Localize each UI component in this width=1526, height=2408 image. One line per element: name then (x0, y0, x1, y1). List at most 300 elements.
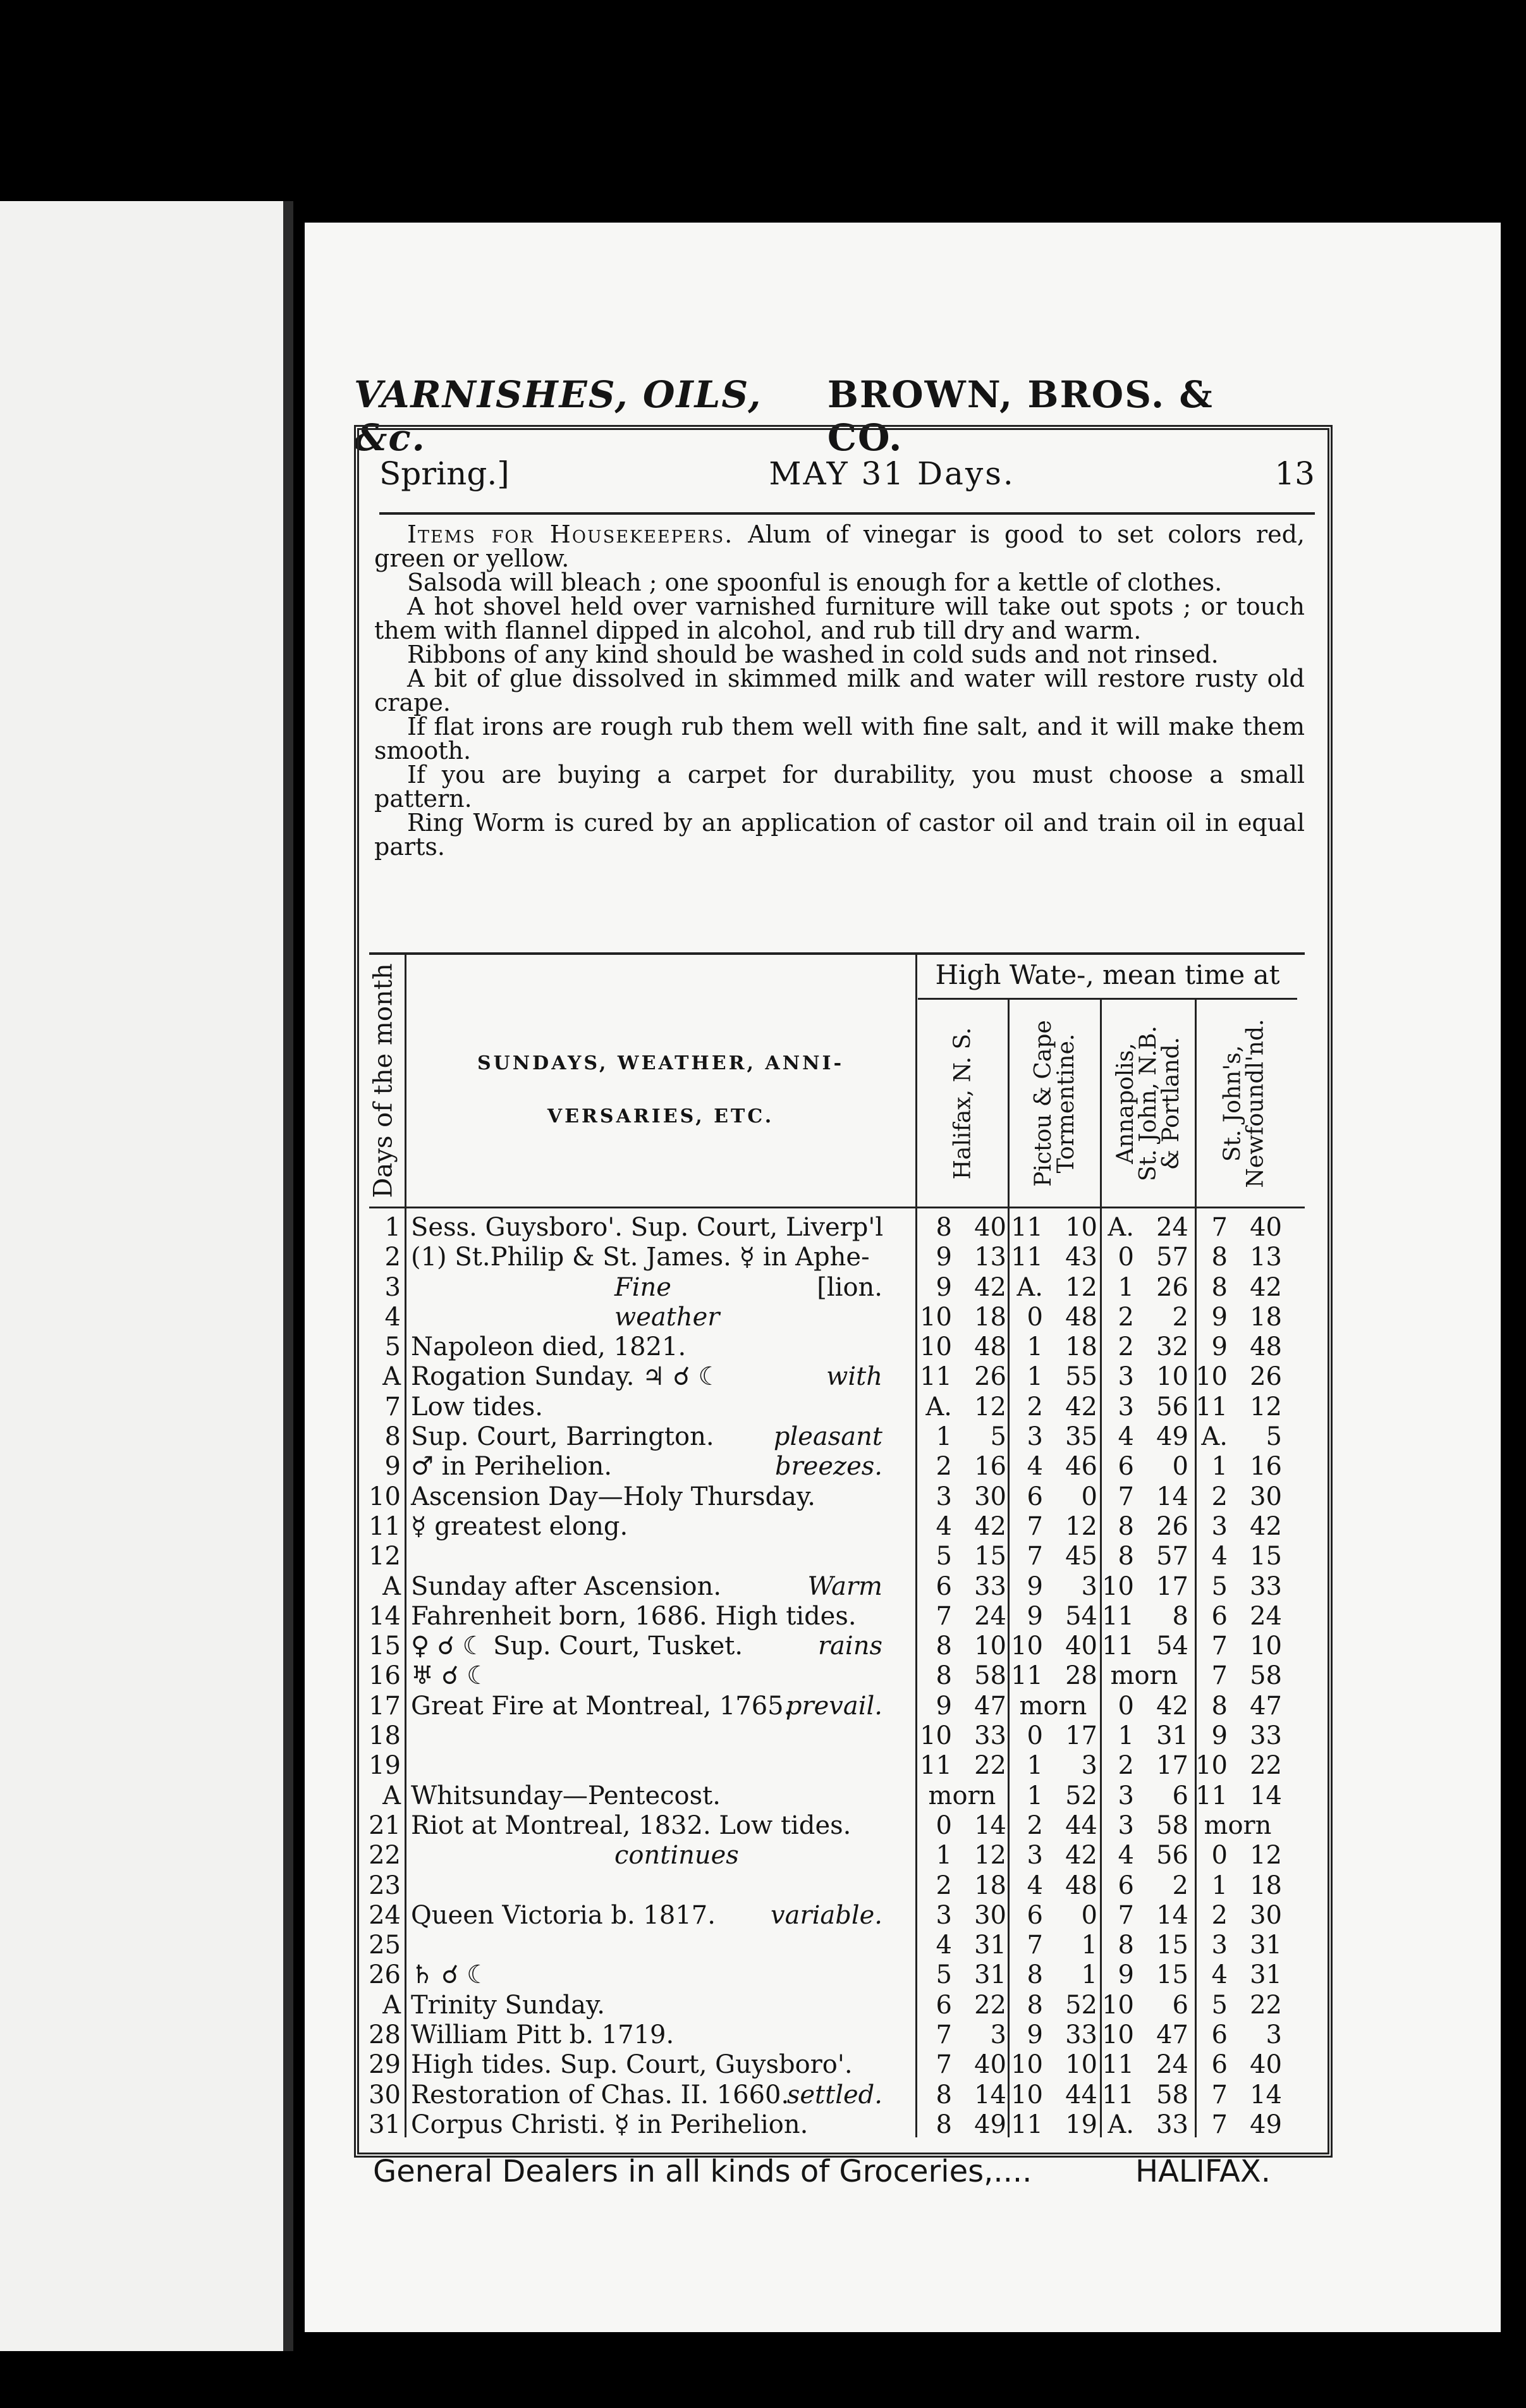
page-number: 13 (1274, 455, 1315, 492)
port-name-line: Newfoundl'nd. (1243, 1019, 1269, 1188)
port-name-line: & Portland. (1158, 1036, 1185, 1170)
high-water-time (1100, 1991, 1188, 2020)
high-water-time (918, 1901, 1006, 1931)
tip-item: If you are buying a carpet for durability, you must choose a small pattern. (374, 761, 1305, 813)
minute: 26 (1250, 1362, 1282, 1392)
hour: 7 (1118, 1482, 1134, 1511)
hour: 10 (920, 1302, 952, 1332)
hour: 3 (1118, 1392, 1134, 1422)
hour: 3 (1118, 1362, 1134, 1392)
hour: 8 (936, 1213, 952, 1242)
high-water-time: morn (928, 1781, 996, 1810)
high-water-time (1009, 1781, 1097, 1811)
hour: 7 (1027, 1542, 1043, 1571)
hour: 11 (1195, 1392, 1228, 1422)
hour: 1 (936, 1422, 952, 1452)
minute: 12 (1250, 1392, 1282, 1422)
minute: 10 (1250, 1631, 1282, 1661)
high-water-time (1009, 1572, 1097, 1602)
table-row (362, 1781, 1297, 1811)
high-water-time (1009, 1273, 1097, 1303)
hour: 4 (1118, 1422, 1134, 1452)
day-cell: 12 (369, 1542, 401, 1571)
minute: 15 (974, 1542, 1006, 1571)
high-water-time: morn (1204, 1810, 1272, 1840)
minute: 3 (1081, 1571, 1097, 1601)
day-cell: 8 (384, 1422, 401, 1452)
minute: 52 (1065, 1990, 1097, 2020)
high-water-time: morn (1110, 1661, 1178, 1691)
high-water-time (1193, 2080, 1282, 2110)
high-water-time (918, 1213, 1006, 1243)
hour: 1 (1118, 1272, 1134, 1302)
minute: 48 (974, 1332, 1006, 1362)
high-water-time (1193, 2110, 1282, 2140)
minute: 30 (1250, 1482, 1282, 1511)
hour: 3 (1211, 1511, 1228, 1541)
hour: 5 (936, 1960, 952, 1990)
facing-page (0, 201, 283, 2351)
minute: 58 (1156, 1810, 1188, 1840)
minute: 22 (974, 1751, 1006, 1781)
table-row (362, 2050, 1297, 2080)
hour: 2 (1211, 1482, 1228, 1511)
hour: 11 (1011, 2110, 1043, 2139)
high-water-time (1193, 1631, 1282, 1661)
hour: 3 (1118, 1810, 1134, 1840)
hour: 11 (1011, 1213, 1043, 1242)
day-cell: 17 (369, 1691, 401, 1721)
minute: 33 (1065, 2020, 1097, 2050)
minute: 12 (1065, 1272, 1097, 1302)
port-name-line: St. John, N.B. (1135, 1026, 1162, 1181)
high-water-time (1193, 1692, 1282, 1721)
minute: 57 (1156, 1542, 1188, 1571)
high-water-time (1100, 1692, 1188, 1721)
hour: 0 (1118, 1243, 1134, 1272)
hour: 1 (936, 1841, 952, 1870)
minute: 40 (1250, 1213, 1282, 1242)
table-row (362, 1631, 1297, 1661)
hour: A. (1108, 1213, 1134, 1242)
high-water-time (918, 1960, 1006, 1990)
high-water-time (918, 1751, 1006, 1781)
minute: 14 (1156, 1900, 1188, 1930)
hour: 4 (1211, 1542, 1228, 1571)
minute: 47 (1156, 2020, 1188, 2050)
hour: 2 (1027, 1392, 1043, 1422)
minute: 47 (1250, 1691, 1282, 1721)
month-title: MAY 31 Days. (769, 455, 1015, 492)
footer-advertisement (373, 2154, 1271, 2189)
event-cell: Trinity Sunday. (411, 1990, 605, 2020)
hour: 11 (1102, 2050, 1134, 2080)
hour: 0 (1118, 1691, 1134, 1721)
weather-note: weather (614, 1302, 720, 1332)
high-water-time (1193, 1332, 1282, 1362)
port-header (1102, 1003, 1195, 1204)
minute: 42 (974, 1272, 1006, 1302)
table-row (362, 1303, 1297, 1332)
high-water-time (1009, 1243, 1097, 1272)
high-water-time (1193, 1960, 1282, 1990)
hour: 8 (936, 1631, 952, 1661)
port-header (1010, 1003, 1100, 1204)
minute: 1 (1081, 1960, 1097, 1990)
day-cell: 28 (369, 2020, 401, 2050)
hour: 6 (936, 1990, 952, 2020)
high-water-time (1193, 1931, 1282, 1960)
minute: 10 (1065, 2050, 1097, 2080)
day-cell: 18 (369, 1721, 401, 1751)
high-water-time (918, 1991, 1006, 2020)
table-row (362, 1542, 1297, 1571)
event-cell: Napoleon died, 1821. (411, 1332, 687, 1362)
day-cell: 22 (369, 1841, 401, 1870)
high-water-time (1009, 2020, 1097, 2050)
minute: 14 (974, 2080, 1006, 2110)
high-water-time (1193, 1362, 1282, 1392)
high-water-time (1193, 1602, 1282, 1631)
high-water-time (1009, 1422, 1097, 1452)
high-water-time (1009, 1213, 1097, 1243)
tip-item: If flat irons are rough rub them well with fine salt, and it will make them smooth. (374, 713, 1305, 765)
high-water-time (1009, 1960, 1097, 1990)
high-water-time (1100, 1482, 1188, 1512)
table-row (362, 2020, 1297, 2050)
high-water-time (1009, 1392, 1097, 1422)
minute: 52 (1065, 1781, 1097, 1810)
page-header (379, 455, 1315, 492)
high-water-time (918, 1273, 1006, 1303)
table-row (362, 1692, 1297, 1721)
day-cell: 30 (369, 2080, 401, 2110)
hour: 10 (920, 1721, 952, 1751)
tips-list (374, 570, 1305, 859)
minute: 6 (1172, 1781, 1188, 1810)
hour: 10 (1102, 1990, 1134, 2020)
weather-note: pleasant (773, 1422, 882, 1452)
event-cell: William Pitt b. 1719. (411, 2020, 674, 2050)
minute: 47 (974, 1691, 1006, 1721)
hour: 10 (1011, 2080, 1043, 2110)
weather-note: Warm (807, 1571, 882, 1601)
hour: 9 (1211, 1332, 1228, 1362)
high-water-time (918, 1243, 1006, 1272)
high-water-time (1009, 1871, 1097, 1901)
hour: 7 (1211, 1213, 1228, 1242)
hour: 10 (1195, 1751, 1228, 1781)
day-cell: 14 (369, 1601, 401, 1631)
day-cell: A (382, 1990, 401, 2020)
table-row (362, 1243, 1297, 1272)
hour: 6 (936, 1571, 952, 1601)
high-water-time (1009, 1512, 1097, 1542)
high-water-time (1100, 1213, 1188, 1243)
high-water-time (1009, 1991, 1097, 2020)
hour: 9 (1211, 1721, 1228, 1751)
high-water-time (918, 1811, 1006, 1841)
header-divider (918, 998, 1297, 1000)
hour: 7 (936, 2020, 952, 2050)
hour: 9 (936, 1243, 952, 1272)
event-cell: Corpus Christi. ☿ in Perihelion. (411, 2110, 809, 2139)
high-water-time (1100, 1871, 1188, 1901)
high-water-time (1193, 1482, 1282, 1512)
minute: 58 (1156, 2080, 1188, 2110)
minute: 24 (974, 1601, 1006, 1631)
minute: 2 (1172, 1870, 1188, 1900)
minute: 18 (1250, 1870, 1282, 1900)
minute: 26 (1156, 1272, 1188, 1302)
high-water-time (918, 1392, 1006, 1422)
minute: 48 (1065, 1870, 1097, 1900)
high-water-time (1009, 1362, 1097, 1392)
minute: 42 (1156, 1691, 1188, 1721)
event-cell: Sess. Guysboro'. Sup. Court, Liverp'l (411, 1213, 884, 1242)
table-row (362, 1362, 1297, 1392)
minute: 56 (1156, 1392, 1188, 1422)
minute: 31 (1156, 1721, 1188, 1751)
minute: 22 (974, 1990, 1006, 2020)
hour: 6 (1211, 2020, 1228, 2050)
day-cell: 15 (369, 1631, 401, 1661)
day-cell: 11 (369, 1511, 401, 1541)
minute: 33 (1250, 1571, 1282, 1601)
minute: 19 (1065, 2110, 1097, 2139)
page-spine (283, 201, 293, 2351)
minute: 42 (1065, 1841, 1097, 1870)
high-water-time (1100, 1721, 1188, 1751)
hour: 4 (1118, 1841, 1134, 1870)
minute: 35 (1065, 1422, 1097, 1452)
minute: 43 (1065, 1243, 1097, 1272)
hour: 1 (1118, 1721, 1134, 1751)
hour: A. (1108, 2110, 1134, 2139)
high-water-time (1009, 1542, 1097, 1571)
event-cell: Sunday after Ascension. (411, 1571, 722, 1601)
minute: 49 (974, 2110, 1006, 2139)
high-water-time (1193, 1243, 1282, 1272)
minute: 3 (1266, 2020, 1282, 2050)
minute: 17 (1156, 1571, 1188, 1601)
high-water-time (1193, 1542, 1282, 1571)
high-water-time (918, 1512, 1006, 1542)
hour: 7 (1211, 2080, 1228, 2110)
minute: 49 (1250, 2110, 1282, 2139)
hour: 8 (936, 2080, 952, 2110)
event-cell: Riot at Montreal, 1832. Low tides. (411, 1810, 852, 1840)
table-row (362, 1482, 1297, 1512)
hour: 9 (1211, 1302, 1228, 1332)
day-cell: 7 (384, 1392, 401, 1422)
event-cell: (1) St.Philip & St. James. ☿ in Aphe- (411, 1243, 870, 1272)
high-water-time (1193, 1572, 1282, 1602)
hour: 11 (920, 1362, 952, 1392)
minute: 2 (1172, 1302, 1188, 1332)
minute: 28 (1065, 1661, 1097, 1691)
high-water-time (1193, 1512, 1282, 1542)
high-water-time (1193, 1781, 1282, 1811)
minute: 30 (974, 1482, 1006, 1511)
season-label: Spring.] (379, 455, 510, 492)
high-water-time (1009, 1811, 1097, 1841)
high-water-time (1009, 1901, 1097, 1931)
table-top-rule (369, 952, 1305, 955)
tip-item: A bit of glue dissolved in skimmed milk and water will restore rusty old crape. (374, 665, 1305, 716)
table-row (362, 1960, 1297, 1990)
hour: 10 (1195, 1362, 1228, 1392)
high-water-time (1100, 1303, 1188, 1332)
hour: 10 (1102, 2020, 1134, 2050)
tip-intro (374, 522, 1305, 570)
high-water-time (1100, 1960, 1188, 1990)
hour: 11 (1195, 1781, 1228, 1810)
minute: 46 (1065, 1452, 1097, 1482)
minute: 54 (1156, 1631, 1188, 1661)
event-cell: Rogation Sunday. ♃ ☌ ☾ (411, 1362, 721, 1392)
hour: 7 (1211, 1631, 1228, 1661)
high-water-time (1193, 1452, 1282, 1482)
table-row (362, 1452, 1297, 1482)
high-water-time (1009, 1661, 1097, 1691)
hour: 8 (936, 2110, 952, 2139)
high-water-time: morn (1019, 1691, 1087, 1721)
minute: 31 (1250, 1931, 1282, 1960)
table-row (362, 1661, 1297, 1691)
high-water-time (1100, 1422, 1188, 1452)
high-water-time (918, 1931, 1006, 1960)
minute: 16 (1250, 1452, 1282, 1482)
high-water-time (1193, 1841, 1282, 1870)
minute: 0 (1081, 1482, 1097, 1511)
event-cell: ♅ ☌ ☾ (411, 1661, 490, 1691)
high-water-time (918, 1841, 1006, 1870)
hour: 8 (1027, 1960, 1043, 1990)
day-cell: 9 (384, 1452, 401, 1482)
minute: 14 (1250, 1781, 1282, 1810)
weather-note: continues (614, 1841, 739, 1870)
minute: 58 (974, 1661, 1006, 1691)
high-water-time (1100, 1542, 1188, 1571)
high-water-time (1100, 1572, 1188, 1602)
tips-heading: Items for Housekeepers. (407, 520, 734, 548)
hour: 6 (1027, 1482, 1043, 1511)
banner-left: VARNISHES, OILS, &c. (354, 373, 762, 459)
high-water-time (918, 2110, 1006, 2140)
table-row (362, 1572, 1297, 1602)
hour: 8 (1118, 1511, 1134, 1541)
port-name-line: Tormentine. (1053, 1033, 1080, 1174)
hour: 6 (1027, 1900, 1043, 1930)
minute: 18 (974, 1870, 1006, 1900)
hour: 8 (1027, 1990, 1043, 2020)
high-water-time (918, 1332, 1006, 1362)
hour: 1 (1211, 1870, 1228, 1900)
minute: 12 (974, 1392, 1006, 1422)
high-water-time (1009, 1303, 1097, 1332)
table-row (362, 1991, 1297, 2020)
high-water-time (1193, 1213, 1282, 1243)
hour: A. (1016, 1272, 1043, 1302)
hour: 0 (1027, 1721, 1043, 1751)
header-bottom-rule (369, 1207, 1305, 1208)
minute: 54 (1065, 1601, 1097, 1631)
events-column-header: SUNDAYS, WEATHER, ANNI- VERSARIES, ETC. (477, 1052, 845, 1127)
tip-item: Ring Worm is cured by an application of castor oil and train oil in equal parts. (374, 809, 1305, 861)
minute: 15 (1156, 1960, 1188, 1990)
day-cell: 2 (384, 1243, 401, 1272)
minute: 0 (1172, 1452, 1188, 1482)
weather-note: breezes. (774, 1452, 882, 1482)
hour: 5 (1211, 1571, 1228, 1601)
day-cell: 1 (384, 1213, 401, 1242)
table-row (362, 1901, 1297, 1931)
hour: 0 (1027, 1302, 1043, 1332)
hour: 2 (936, 1452, 952, 1482)
hour: 4 (1027, 1452, 1043, 1482)
weather-note: Fine (614, 1272, 671, 1302)
hour: 1 (1027, 1332, 1043, 1362)
minute: 33 (1156, 2110, 1188, 2139)
port-name-line: St. John's, (1220, 1045, 1246, 1162)
tip-text: Alum of vinegar is good to set colors red, green or yellow. (374, 520, 1305, 572)
high-water-time (1193, 1901, 1282, 1931)
minute: 24 (1250, 1601, 1282, 1631)
hour: 2 (1118, 1751, 1134, 1781)
event-cell: Ascension Day—Holy Thursday. (411, 1482, 816, 1511)
table-row (362, 2110, 1297, 2140)
minute: 33 (974, 1721, 1006, 1751)
hour: 10 (1011, 1631, 1043, 1661)
event-cell: Low tides. (411, 1392, 543, 1422)
high-water-time (1100, 1602, 1188, 1631)
minute: 45 (1065, 1542, 1097, 1571)
minute: 13 (1250, 1243, 1282, 1272)
hour: 4 (936, 1931, 952, 1960)
high-water-time (918, 1452, 1006, 1482)
event-cell: Queen Victoria b. 1817. (411, 1900, 716, 1930)
high-water-time (1009, 1721, 1097, 1751)
day-cell: 4 (384, 1302, 401, 1332)
minute: 14 (1250, 2080, 1282, 2110)
event-cell: ♀ ☌ ☾ Sup. Court, Tusket. (411, 1631, 743, 1661)
day-cell: 16 (369, 1661, 401, 1691)
hour: 1 (1027, 1781, 1043, 1810)
high-water-time (1100, 2080, 1188, 2110)
high-water-time (918, 1303, 1006, 1332)
hour: 4 (1027, 1870, 1043, 1900)
high-water-time (1193, 1661, 1282, 1691)
hour: 7 (1211, 1661, 1228, 1691)
hour: 3 (1118, 1781, 1134, 1810)
table-row (362, 1871, 1297, 1901)
hour: 10 (1102, 1571, 1134, 1601)
minute: 5 (1266, 1422, 1282, 1452)
day-cell: 29 (369, 2050, 401, 2080)
days-column-header: Days of the month (369, 963, 399, 1198)
weather-note: prevail. (785, 1691, 882, 1721)
high-water-time (1100, 1512, 1188, 1542)
hour: 9 (1027, 1601, 1043, 1631)
day-cell: A (382, 1781, 401, 1810)
high-water-time (918, 1482, 1006, 1512)
hour: 2 (1027, 1810, 1043, 1840)
minute: 24 (1156, 1213, 1188, 1242)
weather-note: with (826, 1362, 882, 1392)
high-water-time (1193, 2050, 1282, 2080)
high-water-time (1100, 1452, 1188, 1482)
